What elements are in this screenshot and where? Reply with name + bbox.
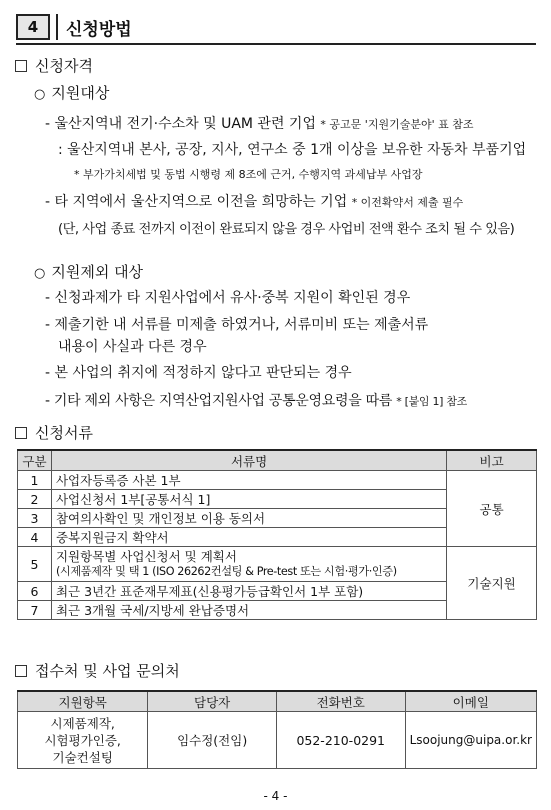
target-line-4: - 타 지역에서 울산지역으로 이전을 희망하는 기업 * 이전확약서 제출 필수	[45, 194, 464, 210]
exclusion-line-4: - 본 사업의 취지에 적정하지 않다고 판단되는 경우	[45, 365, 352, 381]
contact-item: 시제품제작, 시험평가인증, 기술컨설팅	[18, 712, 148, 769]
target-line-3: * 부가가치세법 및 동법 시행령 제 8조에 근거, 수행지역 과세납부 사업장	[74, 168, 423, 181]
exclusion-heading: ○ 지원제외 대상	[34, 263, 144, 281]
circle-bullet-icon: ○	[34, 87, 46, 102]
documents-heading: 신청서류	[15, 422, 93, 443]
table-row: 1 사업자등록증 사본 1부 공통	[18, 471, 537, 490]
table-header: 이메일	[405, 691, 536, 712]
note-common: 공통	[447, 471, 537, 547]
exclusion-line-2: - 제출기한 내 서류를 미제출 하였거나, 서류미비 또는 제출서류	[45, 317, 429, 333]
table-row	[18, 712, 537, 769]
table-header: 구분	[18, 450, 52, 471]
table-row: 4 중복지원금지 확약서	[18, 528, 537, 547]
table-row: 7 최근 3개월 국세/지방세 완납증명서	[18, 601, 537, 620]
table-row: 5 지원항목별 사업신청서 및 계획서 (시제품제작 및 택 1 (ISO 26262컨설팅 & Pre-test 또는 시험·평가·인증) 기술지원	[18, 547, 537, 582]
section-divider	[56, 14, 58, 40]
exclusion-line-3: 내용이 사실과 다른 경우	[58, 339, 207, 355]
contact-manager: 임수정(전임)	[148, 712, 276, 769]
contact-email: Lsoojung@uipa.or.kr	[405, 712, 536, 769]
table-row: 3 참여의사확인 및 개인정보 이용 동의서	[18, 509, 537, 528]
note-tech: 기술지원	[447, 547, 537, 620]
table-row: 6 최근 3년간 표준재무제표(신용평가등급확인서 1부 포함)	[18, 582, 537, 601]
documents-table	[17, 449, 537, 620]
target-line-1: - 울산지역내 전기·수소차 및 UAM 관련 기업 * 공고문 '지원기술분야' 표 참조	[45, 116, 474, 132]
section-number: 4	[16, 14, 50, 40]
contact-phone: 052-210-0291	[276, 712, 405, 769]
exclusion-line-1: - 신청과제가 타 지원사업에서 유사·중복 지원이 확인된 경우	[45, 290, 411, 306]
target-heading: ○ 지원대상	[34, 84, 110, 102]
table-header: 지원항목	[18, 691, 148, 712]
square-bullet-icon	[15, 665, 27, 677]
target-line-5: (단, 사업 종료 전까지 이전이 완료되지 않을 경우 사업비 전액 환수 조치 될 수 있음)	[58, 222, 515, 237]
table-header: 담당자	[148, 691, 276, 712]
target-line-2: : 울산지역내 본사, 공장, 지사, 연구소 중 1개 이상을 보유한 자동차 부품기업	[58, 142, 527, 158]
square-bullet-icon	[15, 427, 27, 439]
exclusion-line-5: - 기타 제외 사항은 지역산업지원사업 공통운영요령을 따름 * [붙임 1] 참조	[45, 393, 467, 409]
table-row: 2 사업신청서 1부[공통서식 1]	[18, 490, 537, 509]
section-underline	[16, 43, 536, 45]
square-bullet-icon	[15, 60, 27, 72]
table-header: 전화번호	[276, 691, 405, 712]
circle-bullet-icon: ○	[34, 266, 46, 281]
table-header: 비고	[447, 450, 537, 471]
page-number: - 4 -	[263, 789, 288, 803]
contact-table	[17, 690, 537, 769]
section-title: 신청방법	[66, 20, 132, 40]
table-header: 서류명	[51, 450, 446, 471]
eligibility-heading: 신청자격	[15, 55, 93, 76]
contact-heading: 접수처 및 사업 문의처	[15, 660, 180, 681]
